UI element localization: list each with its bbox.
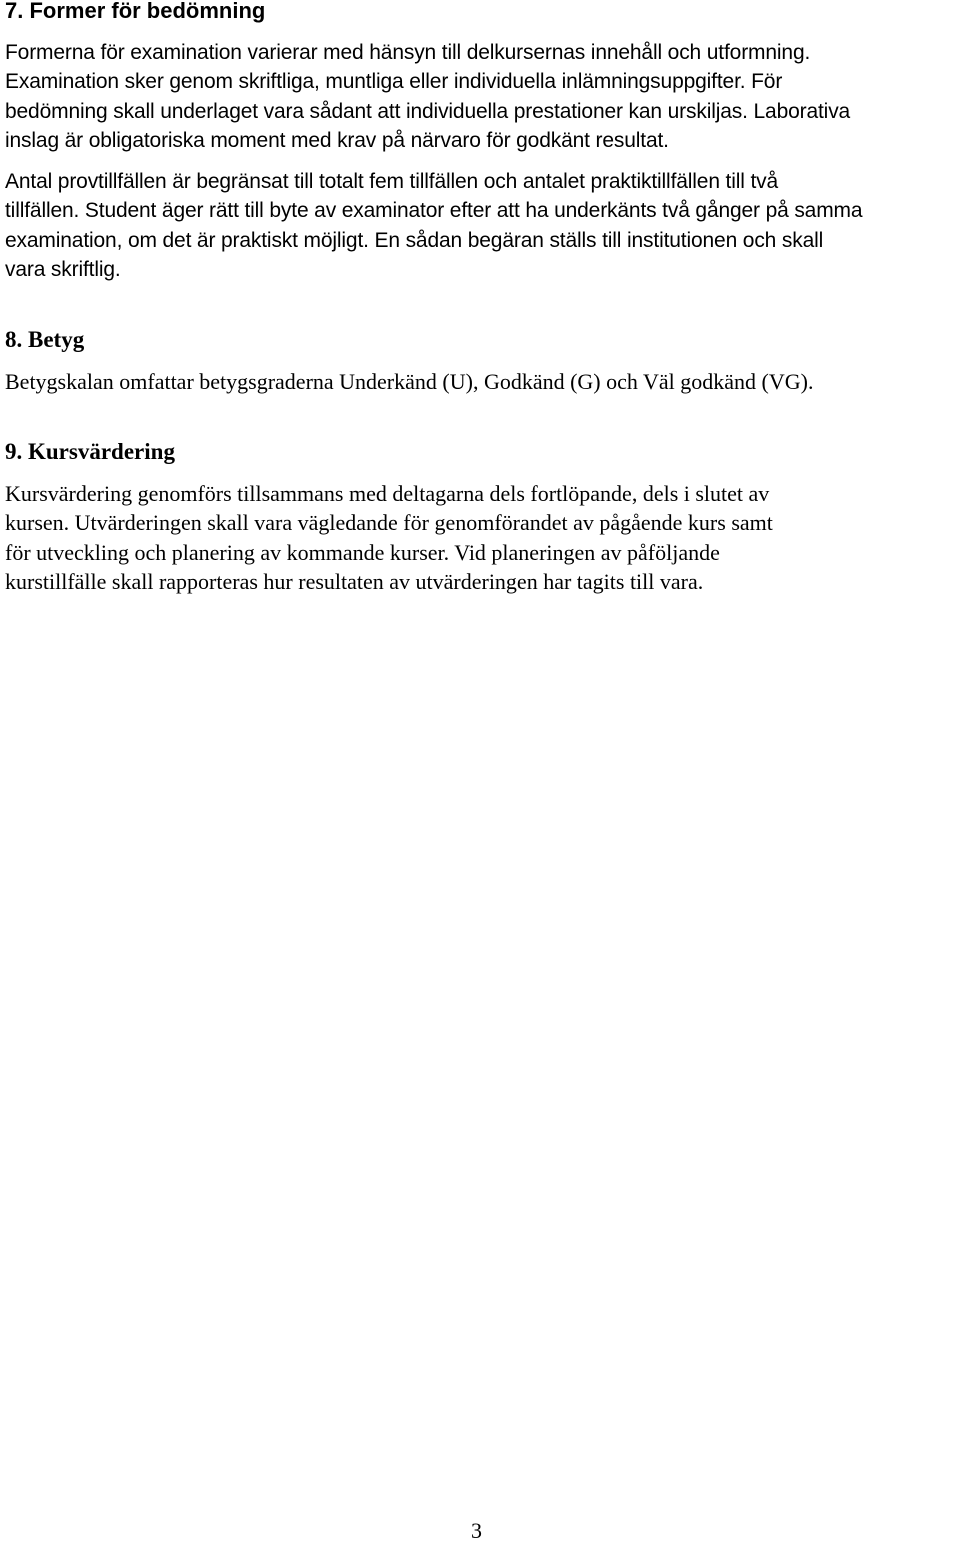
paragraph-line: för utveckling och planering av kommande kurser. Vid planeringen av påföljande bbox=[5, 539, 720, 565]
page-number: 3 bbox=[471, 1518, 482, 1543]
paragraph-line: kursen. Utvärderingen skall vara vägledande för genomförandet av pågående kurs samt bbox=[5, 510, 773, 536]
section-7-heading: 7. Former för bedömning bbox=[5, 0, 266, 23]
paragraph-line: Betygskalan omfattar betygsgraderna Underkänd (U), Godkänd (G) och Väl godkänd (VG). bbox=[5, 369, 814, 394]
paragraph-line: bedömning skall underlaget vara sådant att individuella prestationer kan urskiljas. Laborativa bbox=[5, 99, 851, 123]
paragraph-line: Kursvärdering genomförs tillsammans med deltagarna dels fortlöpande, dels i slutet av bbox=[5, 481, 770, 506]
section-7-paragraph-1 bbox=[5, 38, 960, 156]
paragraph-line: Examination sker genom skriftliga, muntliga eller individuella inlämningsuppgifter. För bbox=[5, 70, 783, 94]
paragraph-line: inslag är obligatoriska moment med krav på närvaro för godkänt resultat. bbox=[5, 129, 669, 153]
section-8-heading: 8. Betyg bbox=[5, 327, 85, 352]
section-8-paragraph bbox=[5, 367, 960, 396]
paragraph-line: kurstillfälle skall rapporteras hur resultaten av utvärderingen har tagits till vara. bbox=[5, 569, 704, 595]
section-7-paragraph-2 bbox=[5, 167, 960, 285]
paragraph-line: Antal provtillfällen är begränsat till totalt fem tillfällen och antalet praktiktillfällen till två bbox=[5, 170, 779, 193]
paragraph-line: Formerna för examination varierar med hänsyn till delkursernas innehåll och utformning. bbox=[5, 41, 811, 64]
paragraph-line: tillfällen. Student äger rätt till byte av examinator efter att ha underkänts två gånger på samma bbox=[5, 199, 863, 223]
section-9-heading: 9. Kursvärdering bbox=[5, 439, 175, 464]
section-9-paragraph bbox=[5, 479, 960, 597]
paragraph-line: vara skriftlig. bbox=[5, 258, 121, 282]
paragraph-line: examination, om det är praktiskt möjligt. En sådan begäran ställs till institutionen och skall bbox=[5, 228, 824, 252]
